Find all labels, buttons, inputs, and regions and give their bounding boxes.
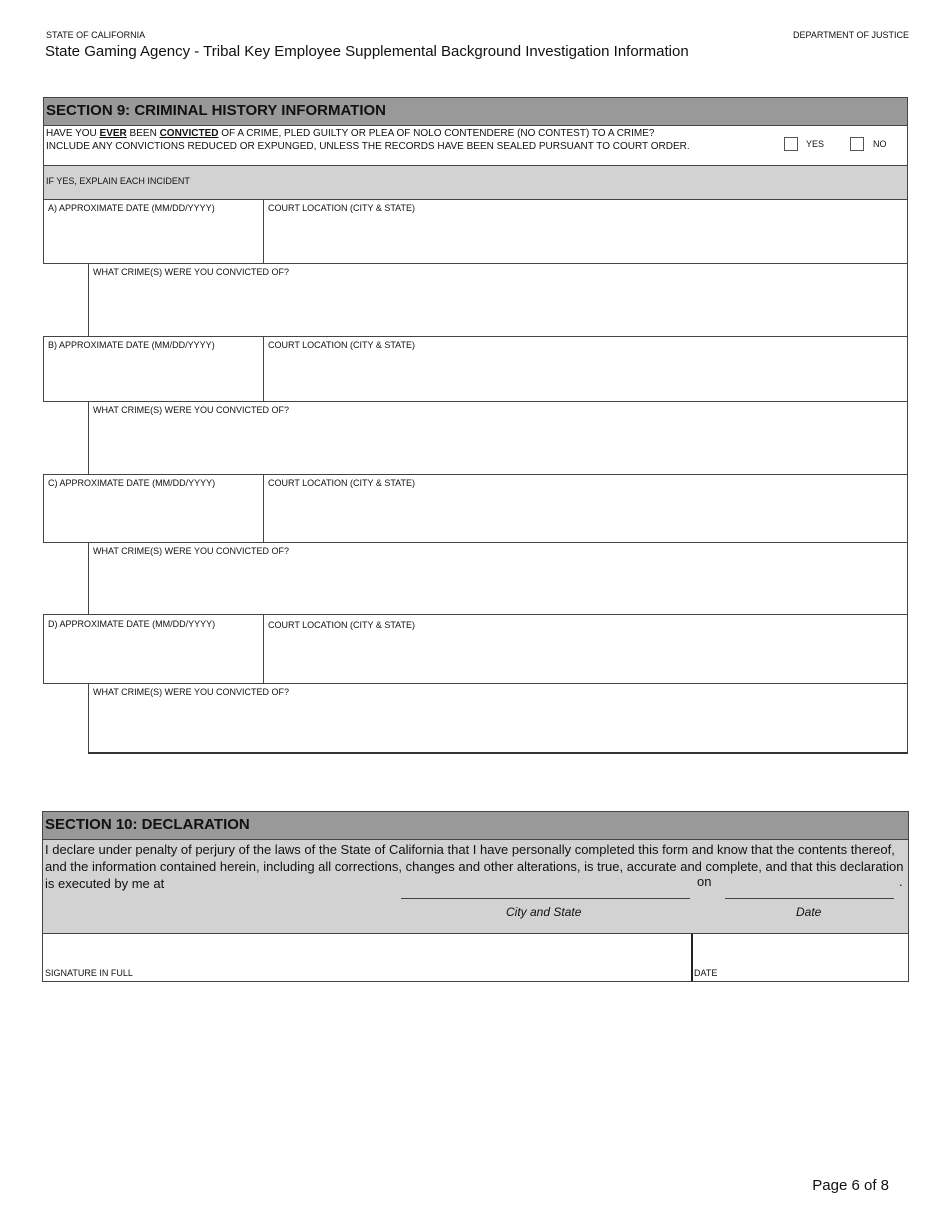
incident-d-court-field[interactable] [263,614,908,684]
no-checkbox[interactable] [850,137,864,151]
signature-field[interactable] [42,933,692,982]
page-number: Page 6 of 8 [812,1177,889,1194]
incident-b-date-label: B) APPROXIMATE DATE (MM/DD/YYYY) [48,340,215,350]
no-label: NO [873,139,887,149]
question-ever: EVER [99,128,127,139]
incident-b-court-field[interactable] [263,336,908,402]
incident-c-date-label: C) APPROXIMATE DATE (MM/DD/YYYY) [48,478,216,488]
signature-date-field[interactable] [691,933,909,982]
incident-c-date-field[interactable] [43,474,264,543]
state-label: STATE OF CALIFORNIA [46,30,146,40]
signature-date-label: DATE [694,968,718,978]
incident-a-crime-label: WHAT CRIME(S) WERE YOU CONVICTED OF? [93,267,290,277]
section10-heading-text: SECTION 10: DECLARATION [45,816,250,833]
conviction-question [46,127,690,153]
declaration-text: I declare under penalty of perjury of the laws of the State of California that I have personally completed this form and know that the contents thereof, and the information contained herein, including all corrections, changes and other alterations, is true, accurate and complete, and that this declaration is executed by me at [45,842,904,891]
incident-a-date-field[interactable] [43,199,264,264]
incident-b-court-label: COURT LOCATION (CITY & STATE) [268,340,416,350]
section9-heading [43,97,908,126]
section9-heading-text: SECTION 9: CRIMINAL HISTORY INFORMATION [46,102,387,119]
incident-a-court-label: COURT LOCATION (CITY & STATE) [268,203,416,213]
city-state-label: City and State [506,905,582,919]
incident-d-crime-label: WHAT CRIME(S) WERE YOU CONVICTED OF? [93,687,290,697]
date-underline-label: Date [796,905,822,919]
incident-d-date-field[interactable] [43,614,264,684]
incident-b-crime-label: WHAT CRIME(S) WERE YOU CONVICTED OF? [93,405,290,415]
incident-d-crime-field[interactable] [88,683,908,754]
explain-label: IF YES, EXPLAIN EACH INCIDENT [46,176,190,186]
declaration-period: . [899,874,903,889]
question-text-1: HAVE YOU [46,128,100,139]
incident-a-court-field[interactable] [263,199,908,264]
form-title: State Gaming Agency - Tribal Key Employee Supplemental Background Investigation Information [45,43,689,60]
question-text-2: BEEN [126,128,160,139]
explain-row [43,165,908,200]
date-line[interactable] [725,898,894,899]
incident-a-date-label: A) APPROXIMATE DATE (MM/DD/YYYY) [48,203,215,213]
incident-d-court-label: COURT LOCATION (CITY & STATE) [268,620,416,630]
question-text-line2: INCLUDE ANY CONVICTIONS REDUCED OR EXPUNGED, UNLESS THE RECORDS HAVE BEEN SEALED PURSUANT TO COURT ORDER. [46,141,690,152]
incident-a-crime-field[interactable] [88,263,908,337]
incident-c-court-label: COURT LOCATION (CITY & STATE) [268,478,416,488]
incident-c-crime-field[interactable] [88,542,908,615]
incident-b-crime-field[interactable] [88,401,908,475]
section10-heading [42,811,909,840]
yes-label: YES [806,139,825,149]
incident-c-court-field[interactable] [263,474,908,543]
question-text-3: OF A CRIME, PLED GUILTY OR PLEA OF NOLO CONTENDERE (NO CONTEST) TO A CRIME? [218,128,655,139]
incident-b-date-field[interactable] [43,336,264,402]
declaration-block [42,839,909,934]
incident-c-crime-label: WHAT CRIME(S) WERE YOU CONVICTED OF? [93,546,290,556]
question-convicted: CONVICTED [159,128,219,139]
incident-d-date-label: D) APPROXIMATE DATE (MM/DD/YYYY) [48,619,216,629]
declaration-on: on [697,874,712,889]
yes-checkbox[interactable] [784,137,798,151]
city-state-line[interactable] [401,898,690,899]
conviction-question-row [43,125,908,166]
signature-label: SIGNATURE IN FULL [45,968,133,978]
department-label: DEPARTMENT OF JUSTICE [792,30,909,40]
